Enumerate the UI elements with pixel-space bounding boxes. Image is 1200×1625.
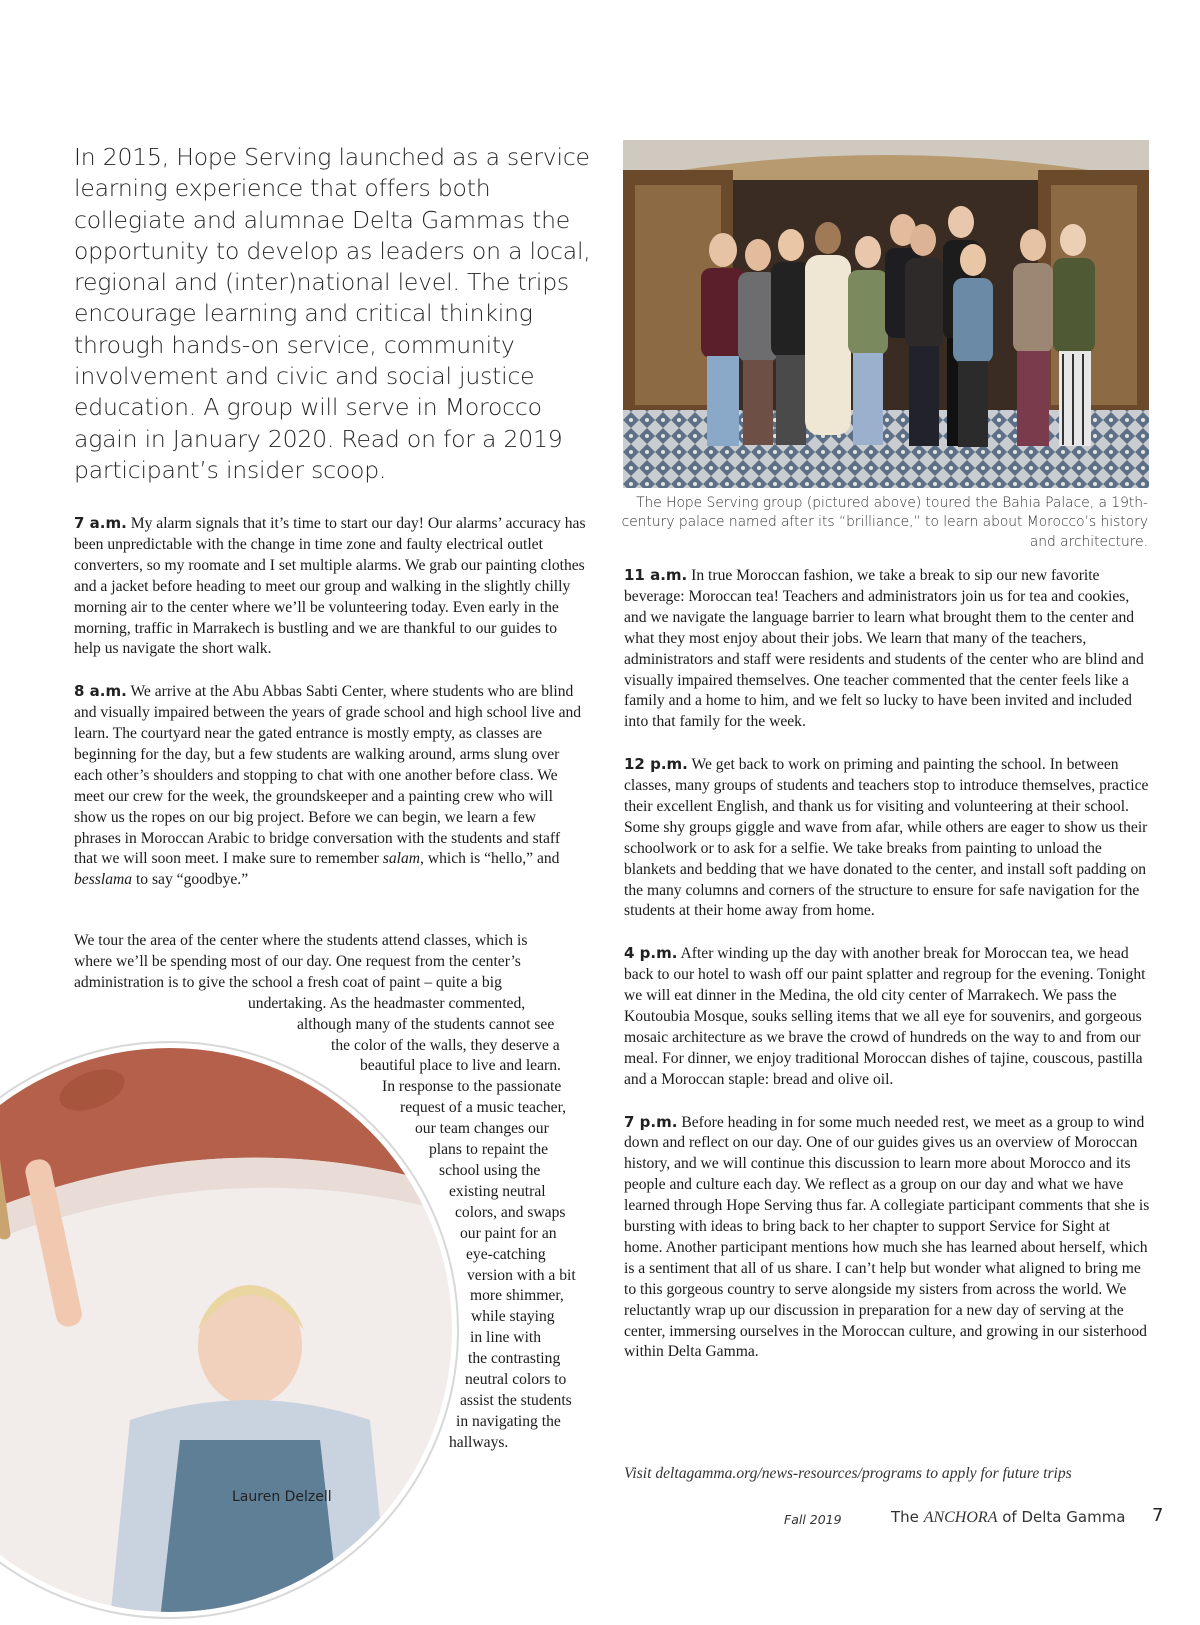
arabic-word-hello: salam <box>382 850 421 868</box>
entry-text: After winding up the day with another break for Moroccan tea, we head back to our hotel to wash off our paint splatter and regroup for the evening. Tonight we will eat dinner in the Medina, the old city center of Marrakech. We pass the Koutoubia Mosque, souks selling items that we all eye for souvenirs, and gorgeous mosaic architecture as we brave the crowd of hundreds on the way to and from our meal. For dinner, we enjoy traditional Moroccan dishes of tajine, couscous, pastilla and a Moroccan staple: bread and olive oil. <box>624 945 1146 1088</box>
footer-title-italic: ANCHORA <box>923 1509 998 1526</box>
entry-time: 7 p.m. <box>624 1112 678 1131</box>
text-line: In response to the passionate <box>382 1078 562 1096</box>
footer-title-suffix: of Delta Gamma <box>1002 1508 1126 1526</box>
entry-4pm <box>624 943 1150 1090</box>
text-line: undertaking. As the headmaster commented, <box>248 994 526 1012</box>
text-line: administration is to give the school a fresh coat of paint – quite a big <box>74 973 502 991</box>
right-column <box>624 565 1150 1384</box>
entry-11am <box>624 565 1150 733</box>
text-line: assist the students <box>460 1391 572 1409</box>
entry-text: We get back to work on priming and painting the school. In between classes, many groups of students and teachers stop to introduce themselves, practice their excellent English, and thank us for visiting and volunteering at their school. Some shy groups giggle and wave from afar, while others are eager to show us their schoolwork or to ask for a selfie. We take breaks from painting to unload the blankets and bedding that we have donated to the center, and install soft padding on the many columns and corners of the structure to ensure for safe navigation for the students at their home away from home. <box>624 756 1149 920</box>
entry-text: to say “goodbye.” <box>135 871 249 889</box>
entry-text: , which is “hello,” and <box>420 850 560 868</box>
intro-paragraph: In 2015, Hope Serving launched as a service learning experience that offers both collegiate and alumnae Delta Gammas the opportunity to develop as leaders on a local, regional and (inter)national level. The trips encourage learning and critical thinking through hands-on service, community involvement and civic and social justice education. A group will serve in Morocco again in January 2020. Read on for a 2019 participant’s insider scoop. <box>74 143 591 484</box>
entry-text: We arrive at the Abu Abbas Sabti Center, where students who are blind and visually impaired between the years of grade school and high school live and learn. The courtyard near the gated entrance is mostly empty, as classes are beginning for the day, but a few students are walking around, arms slung over each other’s shoulders and stopping to chat with one another before class. We meet our crew for the week, the groundskeeper and a painting crew who will show us the ropes on our big project. Before we can begin, we learn a few phrases in Moroccan Arabic to bridge conversation with the students and staff that we will soon meet. I make sure to remember <box>74 683 582 868</box>
text-line: while staying <box>471 1308 555 1326</box>
entry-7pm <box>624 1112 1150 1364</box>
photo-caption: The Hope Serving group (pictured above) toured the Bahia Palace, a 19th-century palace named after its “brilliance,” to learn about Morocco’s history and architecture. <box>621 495 1148 550</box>
entry-7am <box>74 513 586 660</box>
text-line: although many of the students cannot see <box>297 1015 555 1033</box>
text-line: more shimmer, <box>470 1287 564 1305</box>
text-line: our team changes our <box>415 1120 549 1138</box>
footer-title-prefix: The <box>891 1508 919 1526</box>
text-line: We tour the area of the center where the students attend classes, which is <box>74 932 528 949</box>
text-line: the contrasting <box>468 1350 561 1368</box>
text-line: existing neutral <box>449 1182 546 1200</box>
entry-text: In true Moroccan fashion, we take a break to sip our new favorite beverage: Moroccan tea! Teachers and administrators join us for tea and cookies, and we navigate the language barrier to learn what brought them to the center and what they most enjoy about their jobs. We learn that many of the teachers, administrators and staff were residents and students of the center who are blind and visually impaired themselves. One teacher commented that the center feels like a family and a home to him, and we felt so lucky to have been invited and included into that family for the week. <box>624 567 1144 731</box>
text-line: request of a music teacher, <box>400 1099 567 1117</box>
entry-8am <box>74 681 586 891</box>
entry-text: My alarm signals that it’s time to start our day! Our alarms’ accuracy has been unpredictable with the change in time zone and faulty electrical outlet converters, so my roomate and I set multiple alarms. We grab our painting clothes and a jacket before heading to meet our group and walking in the slightly chilly morning air to the center where we’ll be volunteering today. Even early in the morning, traffic in Marrakech is bustling and we are thankful to our guides to help us navigate the short walk. <box>74 515 586 658</box>
entry-time: 7 a.m. <box>74 514 127 532</box>
group-photo <box>623 140 1149 488</box>
text-line: school using the <box>439 1161 541 1179</box>
arabic-word-goodbye: besslama <box>74 871 133 889</box>
text-line: hallways. <box>449 1433 509 1451</box>
text-line: plans to repaint the <box>429 1141 549 1159</box>
entry-time: 4 p.m. <box>624 944 678 963</box>
painter-photo-image <box>0 1040 460 1620</box>
text-line: colors, and swaps <box>455 1203 566 1221</box>
footer-magazine-title <box>891 1508 1126 1527</box>
text-line: our paint for an <box>460 1224 557 1242</box>
photo-credit: Lauren Delzell <box>232 1489 332 1505</box>
left-column <box>74 513 586 912</box>
entry-12pm <box>624 754 1150 922</box>
entry-time: 11 a.m. <box>624 566 688 584</box>
text-line: the color of the walls, they deserve a <box>331 1036 560 1054</box>
text-line: in line with <box>470 1329 542 1347</box>
text-line: neutral colors to <box>465 1371 567 1389</box>
entry-time: 12 p.m. <box>624 755 688 774</box>
text-line: where we’ll be spending most of our day. One request from the center’s <box>74 952 521 970</box>
visit-link-text: Visit deltagamma.org/news-resources/programs to apply for future trips <box>624 1465 1072 1482</box>
text-line: version with a bit <box>467 1266 576 1284</box>
group-photo-image <box>623 140 1149 488</box>
footer-issue: Fall 2019 <box>784 1512 842 1527</box>
page-number: 7 <box>1152 1505 1164 1526</box>
entry-time: 8 a.m. <box>74 682 127 701</box>
text-line: eye-catching <box>466 1245 546 1263</box>
entry-text: Before heading in for some much needed rest, we meet as a group to wind down and reflect on our day. One of our guides gives us an overview of Moroccan history, and we will continue this discussion to learn more about Morocco and its people and culture each day. We reflect as a group on our day and what we have learned through Hope Serving thus far. A collegiate participant comments that she is bursting with ideas to bring back to her chapter to support Service for Sight at home. Another participant mentions how much she has learned about herself, which is a sentiment that all of us share. I can’t help but wonder what aligned to bring me to this gorgeous country to serve alongside my sisters from across the world. We reluctantly wrap up our discussion in preparation for a new day of serving at the center, immersing ourselves in the Moroccan culture, and growing in our sisterhood within Delta Gamma. <box>624 1113 1150 1361</box>
text-line: beautiful place to live and learn. <box>360 1057 561 1075</box>
painter-photo <box>0 1040 460 1620</box>
text-line: in navigating the <box>456 1412 561 1430</box>
